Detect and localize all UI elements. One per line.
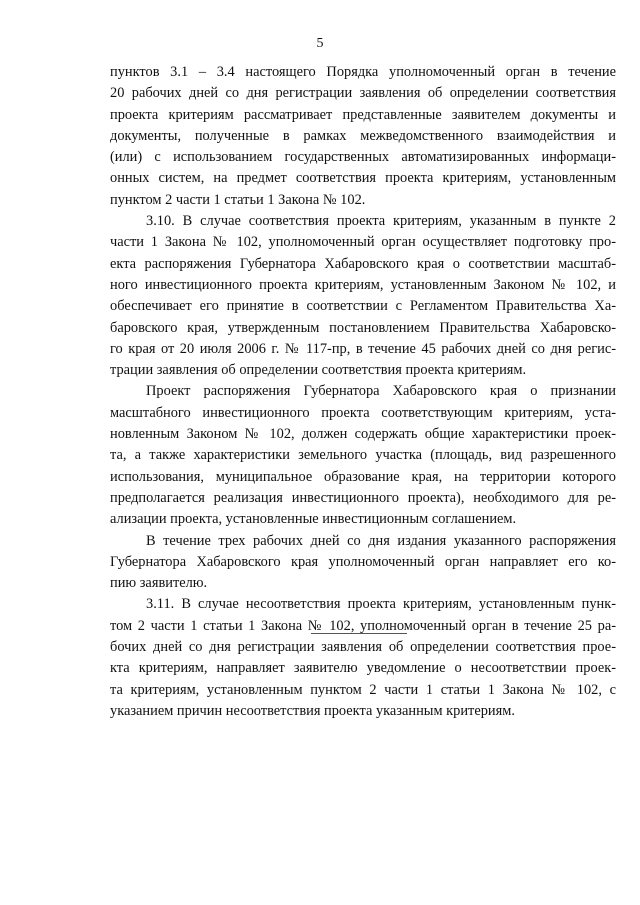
- text-line: го края от 20 июля 2006 г. № 117-пр, в течение 45 рабочих дней со дня регис-: [110, 340, 616, 357]
- paragraph-continuation: [110, 62, 616, 211]
- text-line: В течение трех рабочих дней со дня издания указанного распоряжения: [146, 532, 616, 549]
- text-line: проекта критериям рассматривает представленные заявителем документы и: [110, 106, 616, 123]
- paragraph-3-11: [110, 594, 616, 722]
- text-line: 3.10. В случае соответствия проекта критериям, указанным в пункте 2: [146, 213, 616, 230]
- paragraph-copy-to-applicant: [110, 531, 616, 595]
- text-line: пию заявителю.: [110, 575, 208, 592]
- text-line: 20 рабочих дней со дня регистрации заявления об определении соответствия: [110, 85, 616, 102]
- text-line: пунктом 2 части 1 статьи 1 Закона № 102.: [110, 191, 366, 208]
- text-line: екта распоряжения Губернатора Хабаровского края о соответствии масштаб-: [110, 255, 616, 272]
- text-line: пунктов 3.1 – 3.4 настоящего Порядка уполномоченный орган в течение: [110, 64, 616, 80]
- text-line: масштабного инвестиционного проекта соответствующим критериям, уста-: [110, 404, 616, 421]
- text-line: та, а также характеристики земельного участка (площадь, вид разрешенного: [110, 447, 616, 464]
- text-line: Проект распоряжения Губернатора Хабаровского края о признании: [146, 383, 616, 400]
- text-line: кта критериям, направляет заявителю уведомление о несоответствии проек-: [110, 660, 616, 677]
- text-line: та критериям, установленным пунктом 2 части 1 статьи 1 Закона № 102, с: [110, 681, 616, 698]
- page-number: 5: [316, 36, 324, 51]
- text-line: использования, муниципальное образование края, на территории которого: [110, 468, 616, 485]
- text-line: 3.11. В случае несоответствия проекта критериям, установленным пунк-: [146, 596, 616, 613]
- text-line: ализации проекта, установленные инвестиционным соглашением.: [110, 511, 517, 528]
- text-line: (или) с использованием государственных автоматизированных информаци-: [110, 149, 616, 166]
- text-line: бочих дней со дня регистрации заявления об определении соответствия прое-: [110, 639, 616, 656]
- text-line: баровского края, утвержденным постановлением Правительства Хабаровско-: [110, 319, 616, 336]
- end-of-text-divider: [311, 633, 407, 634]
- text-line: трации заявления об определении соответствия проекта критериям.: [110, 362, 527, 379]
- text-line: обеспечивает его принятие в соответствии с Регламентом Правительства Ха-: [110, 298, 616, 315]
- text-line: предполагается реализация инвестиционного проекта), необходимого для ре-: [110, 489, 616, 506]
- text-line: части 1 Закона № 102, уполномоченный орган осуществляет подготовку про-: [110, 234, 616, 251]
- paragraph-3-10: [110, 211, 616, 381]
- text-line: том 2 части 1 статьи 1 Закона № 102, уполномоченный орган в течение 25 ра-: [110, 617, 616, 634]
- text-line: новленным Законом № 102, должен содержать общие характеристики проек-: [110, 426, 616, 443]
- text-line: Губернатора Хабаровского края уполномоченный орган направляет его ко-: [110, 553, 616, 570]
- text-line: ного инвестиционного проекта критериям, установленным Законом № 102, и: [110, 276, 616, 293]
- document-body: [110, 62, 616, 722]
- text-line: онных систем, на предмет соответствия проекта критериям, установленным: [110, 170, 616, 187]
- paragraph-draft-order: [110, 381, 616, 530]
- text-line: указанием причин несоответствия проекта указанным критериям.: [110, 702, 515, 719]
- text-line: документы, полученные в рамках межведомственного взаимодействия и: [110, 127, 616, 144]
